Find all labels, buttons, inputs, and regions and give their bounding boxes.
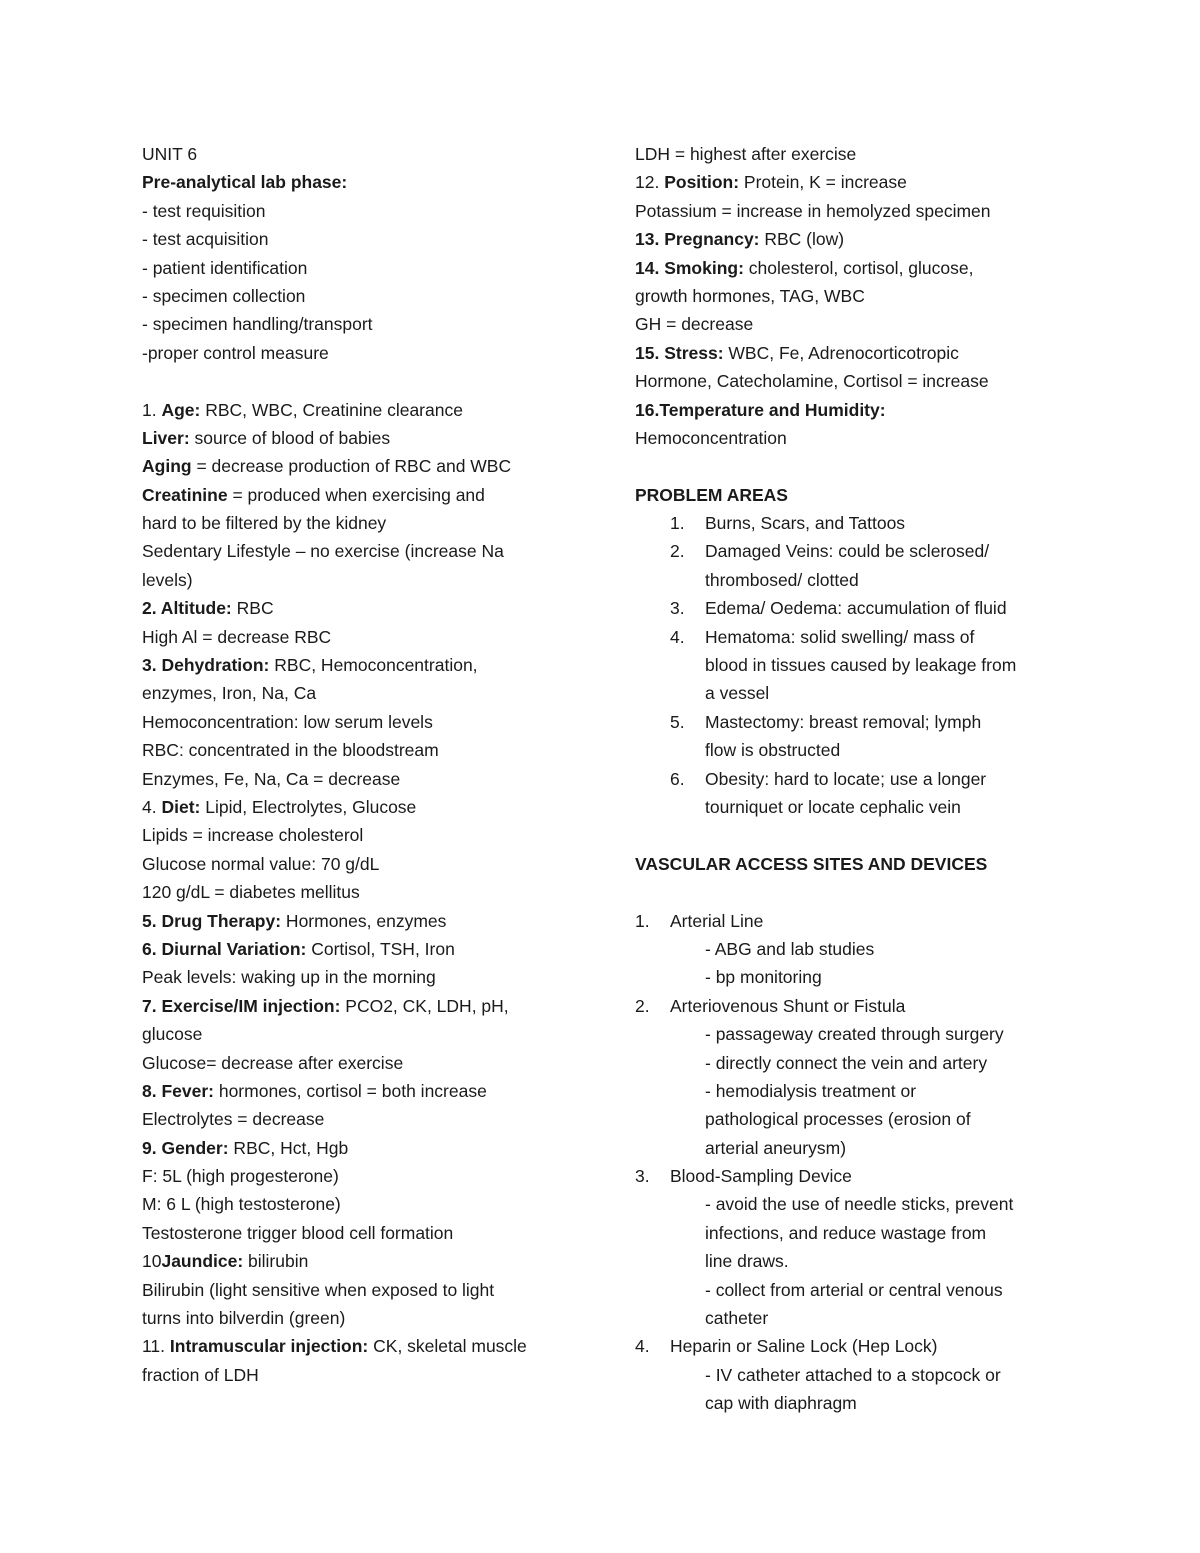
text-line: [142, 651, 582, 679]
list-item: [635, 907, 1075, 992]
item-text: line draws.: [705, 1251, 789, 1272]
text: cholesterol, cortisol, glucose,: [743, 257, 974, 278]
item-number: 1.: [142, 399, 162, 420]
text: RBC, Hemoconcentration,: [269, 655, 478, 676]
problem-areas-heading: PROBLEM AREAS: [635, 484, 788, 505]
item-number: 1.: [635, 910, 650, 931]
text-line: Potassium = increase in hemolyzed specimen: [635, 200, 991, 221]
list-item: [635, 992, 1075, 1162]
item-number: 6.: [670, 768, 685, 789]
term: 6. Diurnal Variation:: [142, 938, 307, 959]
pre-items-list: [142, 197, 582, 367]
text: RBC, Hct, Hgb: [228, 1137, 349, 1158]
item-number: 4.: [142, 796, 162, 817]
item-text: Burns, Scars, and Tattoos: [705, 513, 906, 534]
text: Hormones, enzymes: [281, 910, 447, 931]
text: = produced when exercising and: [227, 484, 485, 505]
term: Creatinine: [142, 484, 228, 505]
item-number: 12.: [635, 172, 665, 193]
item-text: blood in tissues caused by leakage from: [705, 655, 1017, 676]
text-line: [142, 424, 582, 452]
text-line: [142, 907, 582, 935]
item-text: - directly connect the vein and artery: [705, 1052, 988, 1073]
list-item: - specimen collection: [142, 285, 306, 306]
term: Aging: [142, 456, 192, 477]
text-line: enzymes, Iron, Na, Ca: [142, 683, 317, 704]
list-item: [635, 509, 1075, 537]
text: hormones, cortisol = both increase: [213, 1080, 487, 1101]
text-line: Hemoconcentration: low serum levels: [142, 711, 433, 732]
item-text: arterial aneurysm): [705, 1137, 847, 1158]
device-title: Arteriovenous Shunt or Fistula: [670, 995, 906, 1016]
text-line: Hormone, Catecholamine, Cortisol = increase: [635, 371, 989, 392]
term: Intramuscular injection:: [169, 1336, 369, 1357]
list-item: -proper control measure: [142, 342, 329, 363]
text-line: M: 6 L (high testosterone): [142, 1194, 341, 1215]
text: source of blood of babies: [189, 427, 391, 448]
item-text: flow is obstructed: [705, 740, 841, 761]
text-line: [635, 225, 1075, 253]
item-number: 3.: [670, 598, 685, 619]
term: 14. Smoking:: [635, 257, 744, 278]
item-number: 4.: [635, 1336, 650, 1357]
text-line: [635, 339, 1075, 367]
right-column: [635, 140, 1075, 1418]
device-title: Arterial Line: [670, 910, 764, 931]
text-line: [142, 1134, 582, 1162]
list-item: [635, 594, 1075, 622]
text-line: Enzymes, Fe, Na, Ca = decrease: [142, 768, 401, 789]
term: Liver:: [142, 427, 190, 448]
text-line: Glucose= decrease after exercise: [142, 1052, 404, 1073]
item-number: 1.: [670, 513, 685, 534]
text-line: LDH = highest after exercise: [635, 144, 857, 164]
text: CK, skeletal muscle: [368, 1336, 527, 1357]
text-line: [142, 452, 582, 480]
text-line: hard to be filtered by the kidney: [142, 513, 387, 534]
list-item: [635, 537, 1075, 594]
text-line: 120 g/dL = diabetes mellitus: [142, 882, 360, 903]
term: Jaundice:: [161, 1251, 244, 1272]
preanalytical-heading: Pre-analytical lab phase:: [142, 172, 348, 193]
text: Cortisol, TSH, Iron: [306, 938, 455, 959]
text: Lipid, Electrolytes, Glucose: [200, 796, 417, 817]
text: PCO2, CK, LDH, pH,: [340, 995, 509, 1016]
term: Diet:: [161, 796, 201, 817]
text: RBC (low): [759, 229, 845, 250]
text-line: Glucose normal value: 70 g/dL: [142, 853, 380, 874]
spacer: [142, 367, 582, 395]
term: 2. Altitude:: [142, 598, 232, 619]
term: 9. Gender:: [142, 1137, 229, 1158]
text: = decrease production of RBC and WBC: [191, 456, 512, 477]
unit-heading: UNIT 6: [142, 144, 198, 164]
list-item: - test requisition: [142, 200, 266, 221]
list-item: [635, 1162, 1075, 1332]
term: 15. Stress:: [635, 342, 724, 363]
text-line: [635, 168, 1075, 196]
list-item: [635, 765, 1075, 822]
spacer: [635, 878, 1075, 906]
text: bilirubin: [243, 1251, 309, 1272]
item-number: 3.: [635, 1166, 650, 1187]
text-line: F: 5L (high progesterone): [142, 1166, 339, 1187]
item-number: 2.: [635, 995, 650, 1016]
text-line: Testosterone trigger blood cell formation: [142, 1222, 454, 1243]
device-title: Heparin or Saline Lock (Hep Lock): [670, 1336, 938, 1357]
text-line: [142, 1332, 582, 1360]
text-line: turns into bilverdin (green): [142, 1308, 346, 1329]
text-line: [142, 396, 582, 424]
item-text: pathological processes (erosion of: [705, 1109, 971, 1130]
text: Protein, K = increase: [739, 172, 907, 193]
text-line: GH = decrease: [635, 314, 754, 335]
text-line: glucose: [142, 1024, 203, 1045]
devices-list: [635, 907, 1075, 1418]
text-line: [142, 1077, 582, 1105]
problem-areas-list: [635, 509, 1075, 821]
item-text: a vessel: [705, 683, 770, 704]
list-item: [635, 708, 1075, 765]
text-line: High Al = decrease RBC: [142, 626, 332, 647]
text-line: Lipids = increase cholesterol: [142, 825, 364, 846]
text-line: [142, 1247, 582, 1275]
item-text: - avoid the use of needle sticks, prevent: [705, 1194, 1014, 1215]
term: 8. Fever:: [142, 1080, 214, 1101]
text-line: [142, 935, 582, 963]
text-line: Peak levels: waking up in the morning: [142, 967, 436, 988]
term: 7. Exercise/IM injection:: [142, 995, 341, 1016]
item-text: catheter: [705, 1308, 769, 1329]
text-line: [142, 992, 582, 1020]
item-number: 4.: [670, 626, 685, 647]
text: WBC, Fe, Adrenocorticotropic: [723, 342, 959, 363]
item-number: 5.: [670, 711, 685, 732]
item-text: Hematoma: solid swelling/ mass of: [705, 626, 975, 647]
text-line: [142, 793, 582, 821]
item-text: cap with diaphragm: [705, 1393, 857, 1414]
list-item: [635, 623, 1075, 708]
text-line: [142, 481, 582, 509]
text-line: fraction of LDH: [142, 1364, 259, 1385]
item-text: infections, and reduce wastage from: [705, 1222, 987, 1243]
term: 13. Pregnancy:: [635, 229, 760, 250]
text-line: RBC: concentrated in the bloodstream: [142, 740, 439, 761]
text-line: Electrolytes = decrease: [142, 1109, 325, 1130]
item-text: - collect from arterial or central venous: [705, 1279, 1003, 1300]
left-column: [142, 140, 582, 1389]
text: RBC, WBC, Creatinine clearance: [200, 399, 463, 420]
item-text: Edema/ Oedema: accumulation of fluid: [705, 598, 1007, 619]
item-number: 2.: [670, 541, 685, 562]
item-text: Mastectomy: breast removal; lymph: [705, 711, 982, 732]
text-line: Bilirubin (light sensitive when exposed to light: [142, 1279, 495, 1300]
item-text: - ABG and lab studies: [705, 938, 875, 959]
vascular-access-heading: VASCULAR ACCESS SITES AND DEVICES: [635, 853, 988, 874]
term: Age:: [161, 399, 201, 420]
list-item: [635, 1332, 1075, 1417]
term: Position:: [664, 172, 740, 193]
item-number: 11.: [142, 1336, 170, 1357]
item-text: Damaged Veins: could be sclerosed/: [705, 541, 990, 562]
spacer: [635, 821, 1075, 849]
item-text: Obesity: hard to locate; use a longer: [705, 768, 987, 789]
item-number: 10: [142, 1251, 162, 1272]
text-line: [142, 594, 582, 622]
text-line: 16.Temperature and Humidity:: [635, 399, 886, 420]
item-text: - hemodialysis treatment or: [705, 1080, 917, 1101]
text-line: Sedentary Lifestyle – no exercise (increase Na: [142, 541, 504, 562]
item-text: thrombosed/ clotted: [705, 569, 859, 590]
list-item: - patient identification: [142, 257, 308, 278]
term: 3. Dehydration:: [142, 655, 270, 676]
item-text: - bp monitoring: [705, 967, 822, 988]
device-title: Blood-Sampling Device: [670, 1166, 852, 1187]
text: RBC: [231, 598, 274, 619]
text-line: levels): [142, 569, 193, 590]
term: 5. Drug Therapy:: [142, 910, 282, 931]
list-item: - test acquisition: [142, 229, 269, 250]
text-line: [635, 254, 1075, 282]
item-text: tourniquet or locate cephalic vein: [705, 796, 961, 817]
item-text: - IV catheter attached to a stopcock or: [705, 1364, 1001, 1385]
text-line: growth hormones, TAG, WBC: [635, 285, 865, 306]
list-item: - specimen handling/transport: [142, 314, 373, 335]
text-line: Hemoconcentration: [635, 427, 787, 448]
spacer: [635, 452, 1075, 480]
item-text: - passageway created through surgery: [705, 1024, 1004, 1045]
